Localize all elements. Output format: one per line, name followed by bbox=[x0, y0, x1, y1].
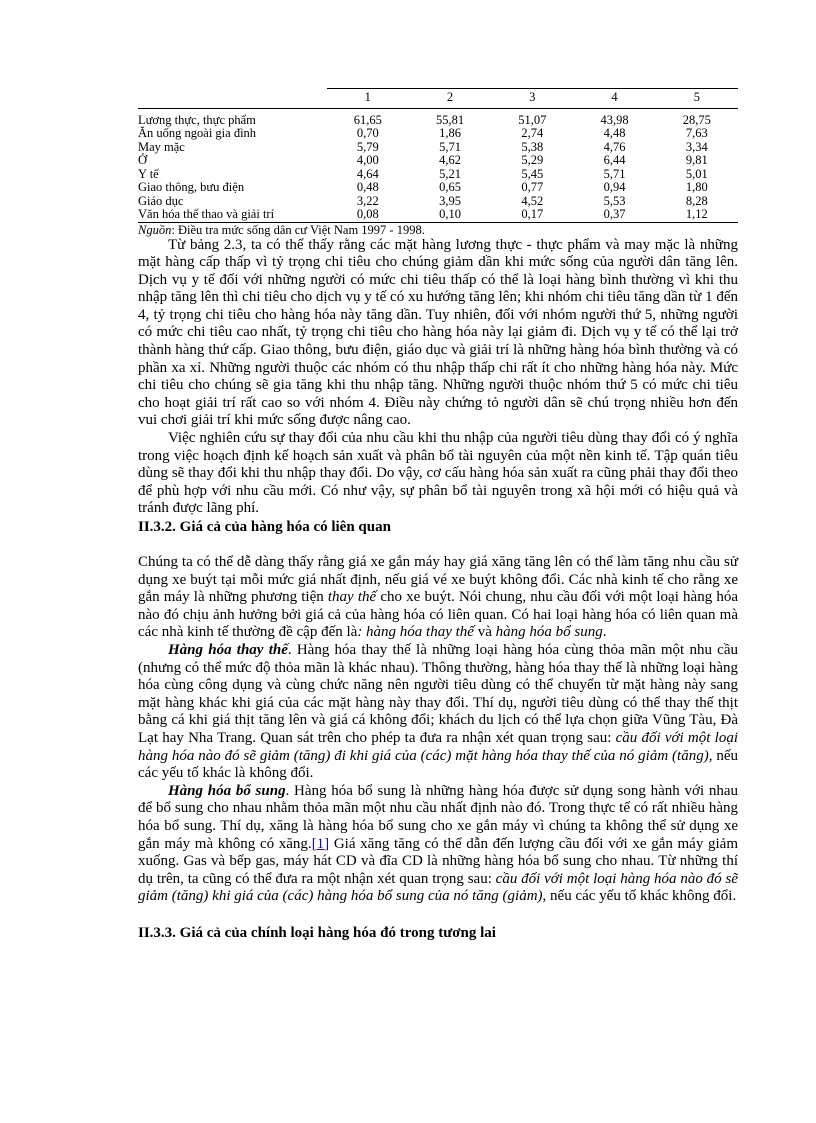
table-cell: 4,00 bbox=[356, 153, 379, 167]
table-cell: 8,28 bbox=[685, 193, 708, 208]
table-row bbox=[138, 141, 738, 155]
table-cell: 0,94 bbox=[603, 180, 626, 194]
row-label: Văn hóa thể thao và giải trí bbox=[138, 208, 327, 222]
table-row bbox=[138, 208, 738, 222]
text-run: Giá xăng tăng có thể dẫn đến lượng cầu đối với xe gắn máy giảm xuống. Gas và bếp gas, máy hát CD và đĩa CD là những hàng hóa bổ sung cho nhau. Từ những thí dụ trên, ta cũng có thể đưa ra một nhận xét quan trọng sau: bbox=[138, 835, 738, 887]
table-row bbox=[138, 195, 738, 209]
text-run: . Hàng hóa thay thế là những loại hàng hóa cùng thỏa mãn một nhu cầu (nhưng có thể mức độ thỏa mãn là khác nhau). Thông thường, hàng hóa thay thế là những loại hàng hóa cùng công dụng và cùng chức năng nên người tiêu dùng có thể chuyển từ mặt hàng này sang mặt hàng khác khi giá của các mặt hàng này thay đổi. Thí dụ, người tiêu dùng có thể thay thế thịt bằng cá khi giá thịt tăng lên và giá cá không đổi; khách du lịch có thể lựa chọn giữa Vũng Tàu, Đà Lạt hay Nha Trang. Quan sát trên cho phép ta đưa ra nhận xét quan trọng sau: bbox=[138, 641, 738, 746]
text-run-italic: cầu đối với một loại hàng hóa nào đó sẽ giảm (tăng) khi giá của (các) hàng hóa bổ sung của nó tăng (giảm) bbox=[138, 870, 738, 905]
row-label: Giáo dục bbox=[138, 193, 184, 208]
paragraph-income-change: Việc nghiên cứu sự thay đổi của nhu cầu khi thu nhập của người tiêu dùng thay đổi có ý nghĩa trong việc hoạch định kế hoạch sản xuất và phân bổ tài nguyên của một nền kinh tế. Tập quán tiêu dùng sẽ thay đổi khi thu nhập thay đổi. Do vậy, cơ cấu hàng hóa sản xuất ra cũng phải thay đổi theo để phù hợp với nhu cầu mới. Có như vậy, sự phân bổ tài nguyên trong xã hội mới có hiệu quả và tránh được lãng phí. bbox=[138, 430, 738, 517]
table-cell: 2,74 bbox=[521, 126, 544, 140]
table-cell: 28,75 bbox=[682, 112, 711, 127]
table-cell: 5,71 bbox=[439, 139, 461, 154]
table-header-cell: 2 bbox=[409, 89, 491, 109]
paragraph-table-analysis: Từ bảng 2.3, ta có thể thấy rằng các mặt hàng lương thực - thực phẩm và may mặc là những mặt hàng cấp thấp vì tỷ trọng chi tiêu cho chúng giảm dần khi mức sống của người dân tăng lên. Dịch vụ y tế đối với những người có mức chi tiêu thấp có thể là loại hàng bình thường vì khi thu nhập tăng lên thì chi tiêu cho dịch vụ y tế có xu hướng tăng lên; khi nhóm chi tiêu tăng dần từ 1 đến 4, tỷ trọng chi tiêu cho hàng hóa này tăng dần. Tuy nhiên, đối với nhóm người thứ 5, những người có mức chi tiêu cao nhất, tỷ trọng chi tiêu cho hàng hóa này lại giảm đi. Dịch vụ y tế có thể lại trở thành hàng thứ cấp. Giao thông, bưu điện, giáo dục và giải trí là những hàng hóa bình thường và có phần xa xỉ. Những người thuộc các nhóm có thu nhập thấp chi rất ít cho những hàng hóa này. Mức chi tiêu cho chúng sẽ gia tăng khi thu nhập tăng. Những người thuộc nhóm thứ 5 có mức chi tiêu cho hoạt giải trí rất cao so với nhóm 4. Điều này chứng tỏ người dân sẽ chú trọng nhiều hơn đến vui chơi giải trí khi mức sống được nâng cao. bbox=[138, 236, 738, 429]
table-cell: 43,98 bbox=[600, 112, 629, 127]
table-row bbox=[138, 108, 738, 127]
table-cell: 0,10 bbox=[409, 208, 491, 222]
text-run: . bbox=[602, 624, 607, 641]
text-run: , nếu các yếu tố khác là không đổi. bbox=[138, 747, 738, 782]
text-run-italic: thay thế bbox=[327, 589, 377, 606]
source-text: : Điều tra mức sống dân cư Việt Nam 1997 - 1998. bbox=[171, 222, 425, 237]
text-run-italic: cầu đối với một loại hàng hóa nào đó sẽ giảm (tăng) đi khi giá của (các) mặt hàng hóa thay thế của nó giảm (tăng) bbox=[138, 729, 738, 764]
table-cell: 5,21 bbox=[439, 166, 461, 181]
table-cell: 4,48 bbox=[603, 126, 626, 140]
row-label: Giao thông, bưu điện bbox=[138, 180, 245, 194]
table-cell: 61,65 bbox=[353, 112, 382, 127]
text-run-italic: : hàng hóa thay thế bbox=[357, 624, 474, 641]
table-header-cell: 3 bbox=[491, 89, 573, 109]
table-header-empty bbox=[138, 89, 327, 109]
table-cell: 0,17 bbox=[491, 208, 573, 222]
table-cell: 0,37 bbox=[573, 208, 655, 222]
table-cell: 51,07 bbox=[518, 112, 547, 127]
section-heading-related-goods: II.3.2. Giá cả của hàng hóa có liên quan bbox=[138, 519, 391, 535]
table-cell: 4,76 bbox=[603, 139, 626, 154]
paragraph-related-goods bbox=[138, 554, 738, 642]
table-header-cell: 5 bbox=[656, 89, 738, 109]
text-run: cho xe buýt. Nói chung, nhu cầu đối với một loại hàng hóa nào đó chịu ảnh hưởng bởi giá cả của hàng hóa có liên quan. Có hai loại hàng hóa có liên quan mà các nhà kinh tế thường đề cập đến là bbox=[138, 589, 738, 641]
table-row bbox=[138, 168, 738, 182]
text-run-italic: hàng hóa bổ sung bbox=[495, 624, 603, 641]
paragraph-complementary-goods bbox=[138, 783, 738, 906]
table-header-row bbox=[138, 89, 738, 109]
table-cell: 6,44 bbox=[603, 153, 626, 167]
table-cell: 3,22 bbox=[356, 193, 379, 208]
text-run: . Hàng hóa bổ sung là những hàng hóa được sử dụng song hành với nhau để bổ sung cho nhau nhằm thỏa mãn một nhu cầu nhất định nào đó. Trong thực tế có rất nhiều hàng hóa bổ sung. Thí dụ, xăng là hàng hóa bổ sung cho xe gắn máy vì chúng ta không thể sử dụng xe gắn máy mà không có xăng. bbox=[138, 782, 738, 852]
table-source-note bbox=[138, 223, 738, 237]
table-cell: 0,70 bbox=[356, 126, 379, 140]
text-run: Chúng ta có thể dễ dàng thấy rằng giá xe gắn máy hay giá xăng tăng lên có thể làm tăng nhu cầu sử dụng xe buýt tại mỗi mức giá nhất định, nếu giá vé xe buýt không đổi. Các nhà kinh tế cho rằng xe gắn máy là những phương tiện bbox=[138, 554, 738, 606]
term-substitute-goods: Hàng hóa thay thế bbox=[168, 641, 288, 658]
paragraph-substitute-goods bbox=[138, 642, 738, 783]
table-cell: 5,79 bbox=[356, 139, 379, 154]
row-label: Ở bbox=[138, 153, 148, 167]
table-cell: 5,45 bbox=[521, 166, 544, 181]
table-cell: 5,71 bbox=[603, 166, 626, 181]
table-cell: 55,81 bbox=[435, 112, 465, 127]
expenditure-table bbox=[138, 88, 738, 223]
table-cell: 3,34 bbox=[685, 139, 708, 154]
table-cell: 5,53 bbox=[603, 193, 626, 208]
table-cell: 4,62 bbox=[439, 153, 461, 167]
row-label: Y tế bbox=[138, 166, 159, 181]
table-cell: 0,08 bbox=[327, 208, 409, 222]
text-run: , nếu các yếu tố khác không đổi. bbox=[542, 888, 737, 905]
row-label: May mặc bbox=[138, 139, 185, 154]
table-row bbox=[138, 181, 738, 195]
table-cell: 0,48 bbox=[356, 180, 379, 194]
table-header-cell: 1 bbox=[327, 89, 409, 109]
footnote-link[interactable]: [1] bbox=[311, 835, 330, 852]
table-cell: 4,64 bbox=[356, 166, 379, 181]
term-complementary-goods: Hàng hóa bổ sung bbox=[168, 782, 286, 799]
table-cell: 1,86 bbox=[439, 126, 461, 140]
document-page bbox=[138, 88, 738, 942]
row-label: Lương thực, thực phẩm bbox=[138, 112, 256, 127]
table-cell: 3,95 bbox=[439, 193, 461, 208]
row-label: Ăn uống ngoài gia đình bbox=[138, 126, 257, 140]
table-header-cell: 4 bbox=[573, 89, 655, 109]
section-heading-future-price: II.3.3. Giá cả của chính loại hàng hóa đó trong tương lai bbox=[138, 924, 496, 941]
text-run: và bbox=[473, 624, 496, 641]
table-cell: 4,52 bbox=[521, 193, 544, 208]
table-row bbox=[138, 127, 738, 141]
table-cell: 7,63 bbox=[685, 126, 708, 140]
table-cell: 1,12 bbox=[656, 208, 738, 222]
table-cell: 5,38 bbox=[521, 139, 544, 154]
table-cell: 5,01 bbox=[685, 166, 708, 181]
table-cell: 0,65 bbox=[439, 180, 461, 194]
table-cell: 5,29 bbox=[521, 153, 544, 167]
table-cell: 9,81 bbox=[685, 153, 708, 167]
table-cell: 0,77 bbox=[521, 180, 544, 194]
table-row bbox=[138, 154, 738, 168]
table-cell: 1,80 bbox=[685, 180, 708, 194]
source-label: Nguồn bbox=[138, 222, 172, 237]
